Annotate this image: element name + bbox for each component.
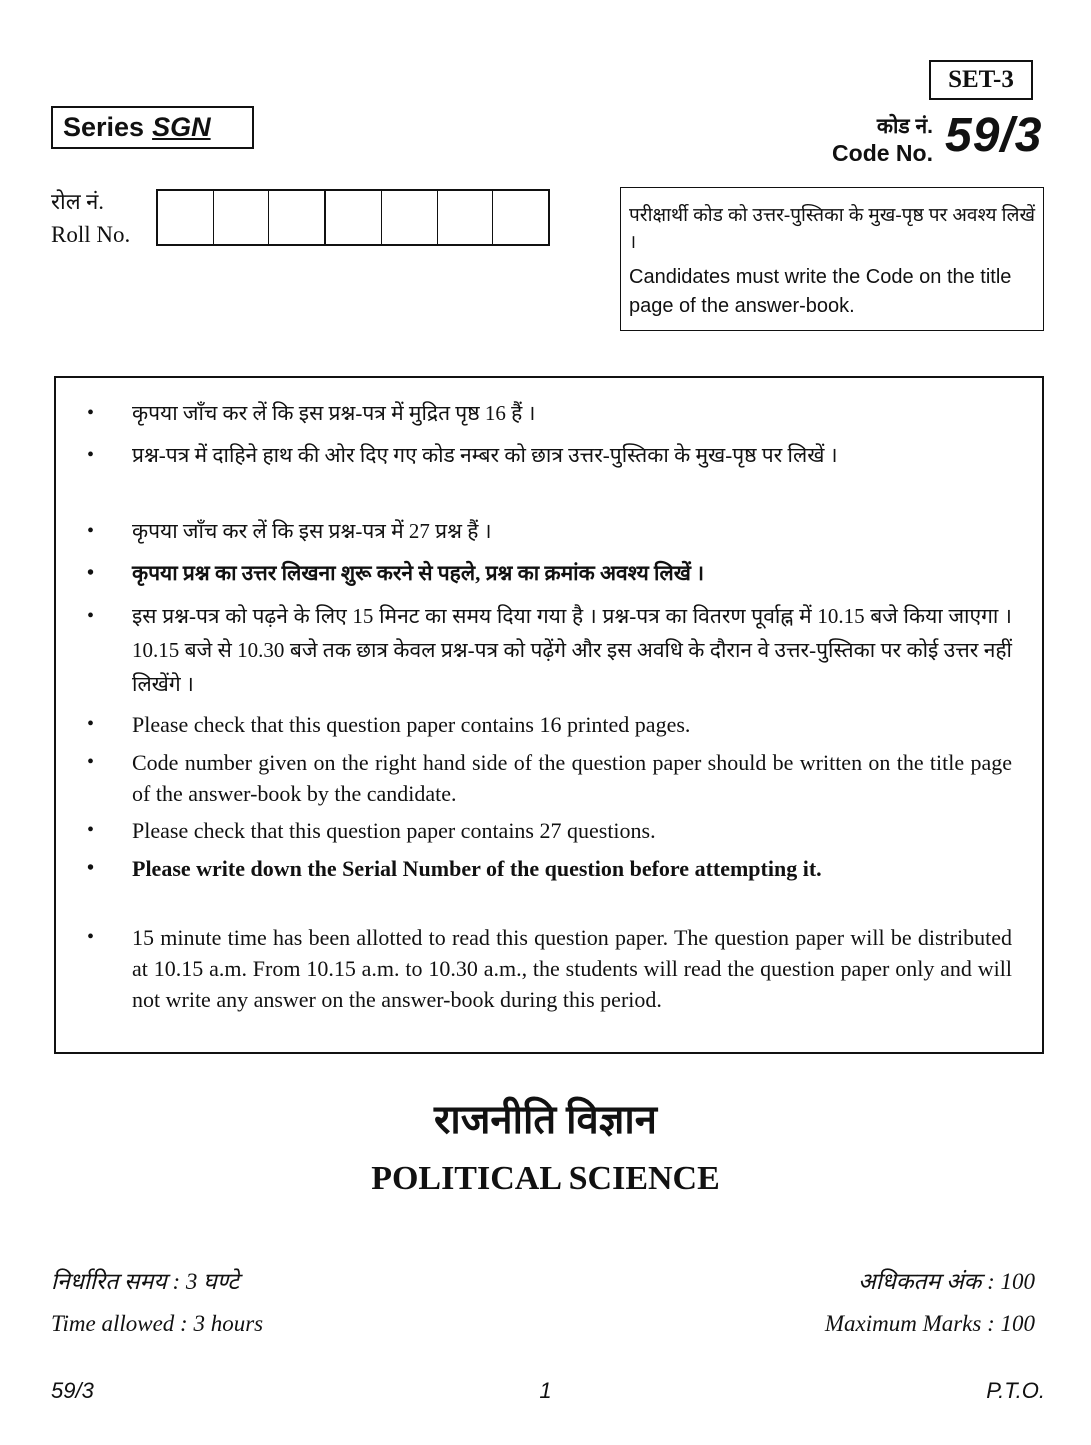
bullet: • bbox=[87, 605, 95, 627]
instruction-item bbox=[87, 815, 1012, 846]
instruction-text: Please write down the Serial Number of the question before attempting it. bbox=[132, 856, 822, 881]
candidate-note-box bbox=[620, 187, 1044, 331]
instruction-text: इस प्रश्न-पत्र को पढ़ने के लिए 15 मिनट का समय दिया गया है । प्रश्न-पत्र का वितरण पूर्वाह्न में 10.15 बजे किया जाएगा । 10.15 बजे से 10.30 बजे तक छात्र केवल प्रश्न-पत्र को पढ़ेंगे और इस अवधि के दौरान वे उत्तर-पुस्तिका पर कोई उत्तर नहीं लिखेंगे । bbox=[132, 604, 1012, 696]
instruction-text: Code number given on the right hand side of the question paper should be written on the title page of the answer-book by the candidate. bbox=[132, 750, 1012, 806]
bullet: • bbox=[87, 444, 95, 466]
maximum-marks: Maximum Marks : 100 bbox=[824, 1311, 1035, 1336]
series-box bbox=[51, 106, 254, 149]
code-no-label-hindi: कोड नं. bbox=[876, 115, 933, 138]
bullet: • bbox=[87, 819, 95, 841]
instructions-box bbox=[54, 376, 1044, 1054]
roll-no-label: Roll No. bbox=[51, 222, 131, 247]
subject-title: POLITICAL SCIENCE bbox=[371, 1160, 720, 1197]
instruction-text: कृपया प्रश्न का उत्तर लिखना शुरू करने से पहले, प्रश्न का क्रमांक अवश्य लिखें । bbox=[132, 561, 705, 585]
candidate-note: Candidates must write the Code on the title page of the answer-book. bbox=[629, 266, 1012, 317]
roll-no-digit-box bbox=[493, 191, 548, 244]
instruction-item bbox=[87, 853, 1012, 884]
instruction-text: Please check that this question paper contains 16 printed pages. bbox=[132, 712, 691, 737]
roll-no-digit-box bbox=[269, 191, 326, 244]
instruction-item bbox=[87, 556, 1012, 590]
instruction-item bbox=[87, 599, 1012, 701]
page-number: 1 bbox=[539, 1378, 552, 1403]
set-label: SET-3 bbox=[929, 60, 1033, 100]
instruction-item bbox=[87, 709, 1012, 740]
roll-no-digit-box bbox=[214, 191, 270, 244]
instruction-item bbox=[87, 922, 1012, 1015]
candidate-note-hindi: परीक्षार्थी कोड को उत्तर-पुस्तिका के मुख-पृष्ठ पर अवश्य लिखें । bbox=[629, 205, 1035, 253]
bullet: • bbox=[87, 751, 95, 773]
instruction-item bbox=[87, 396, 1012, 430]
roll-no-label-hindi: रोल नं. bbox=[51, 189, 104, 214]
bullet: • bbox=[87, 520, 95, 542]
pto-label: P.T.O. bbox=[986, 1378, 1045, 1403]
instruction-text: प्रश्न-पत्र में दाहिने हाथ की ओर दिए गए कोड नम्बर को छात्र उत्तर-पुस्तिका के मुख-पृष्ठ पर लिखें । bbox=[132, 443, 838, 467]
bullet: • bbox=[87, 713, 95, 735]
roll-no-digit-box bbox=[438, 191, 494, 244]
time-allowed: Time allowed : 3 hours bbox=[51, 1311, 264, 1336]
series-label: Series bbox=[63, 112, 145, 142]
roll-no-digit-box bbox=[158, 191, 214, 244]
instruction-text: कृपया जाँच कर लें कि इस प्रश्न-पत्र में 27 प्रश्न हैं । bbox=[132, 519, 492, 543]
roll-no-boxes bbox=[156, 189, 550, 246]
roll-no-digit-box bbox=[382, 191, 438, 244]
bullet: • bbox=[87, 857, 95, 879]
footer-code: 59/3 bbox=[51, 1378, 94, 1403]
series-code: SGN bbox=[152, 112, 211, 142]
bullet: • bbox=[87, 402, 95, 424]
instruction-item bbox=[87, 438, 1012, 472]
instruction-text: कृपया जाँच कर लें कि इस प्रश्न-पत्र में मुद्रित पृष्ठ 16 हैं । bbox=[132, 401, 536, 425]
code-no-value: 59/3 bbox=[945, 109, 1043, 162]
instruction-item bbox=[87, 747, 1012, 809]
subject-title-hindi: राजनीति विज्ञान bbox=[434, 1097, 657, 1142]
bullet: • bbox=[87, 926, 95, 948]
maximum-marks-hindi: अधिकतम अंक : 100 bbox=[858, 1269, 1035, 1294]
instruction-item bbox=[87, 514, 1012, 548]
instruction-text: 15 minute time has been allotted to read this question paper. The question paper will be distributed at 10.15 a.m. From 10.15 a.m. to 10.30 a.m., the students will read the question paper only and will not write any answer on the answer-book during this period. bbox=[132, 925, 1012, 1012]
roll-no-digit-box bbox=[326, 191, 382, 244]
bullet: • bbox=[87, 562, 95, 584]
code-no-label: Code No. bbox=[832, 140, 933, 166]
time-allowed-hindi: निर्धारित समय : 3 घण्टे bbox=[51, 1269, 239, 1294]
instruction-text: Please check that this question paper contains 27 questions. bbox=[132, 818, 656, 843]
